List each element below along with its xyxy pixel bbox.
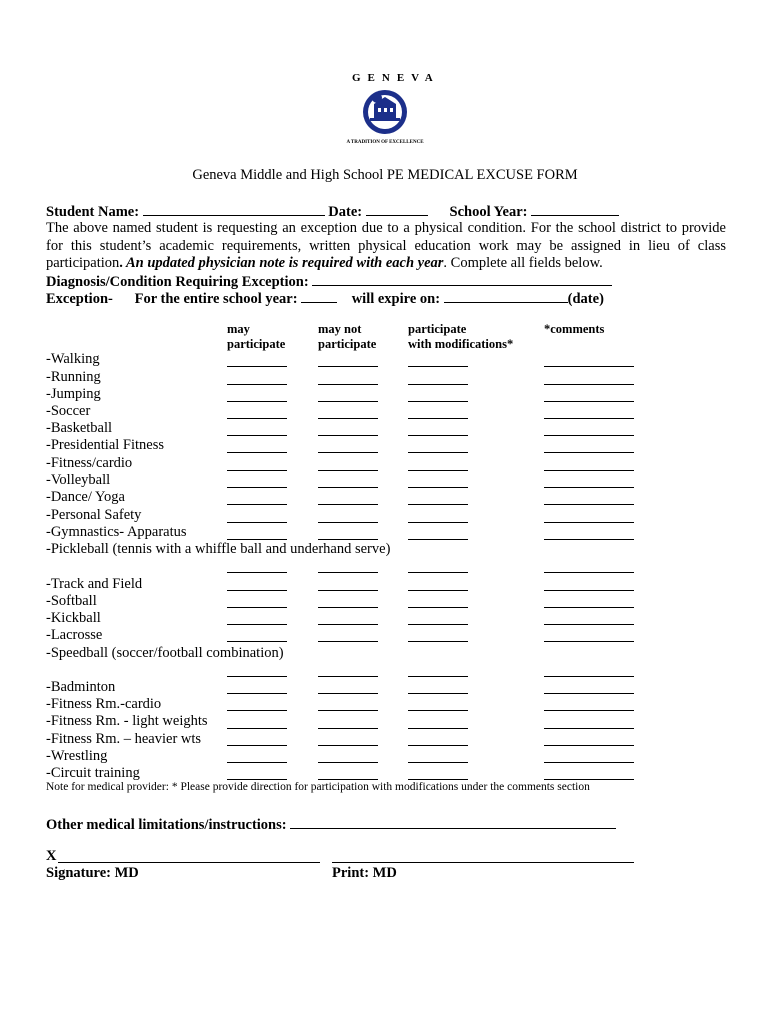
activity-label: -Fitness/cardio <box>46 455 133 471</box>
intro-text: The above named student is requesting an exception due to a physical condition. For the school district to provide for this student’s academic requirements, written physical education work may be assigned in lieu of class participation <box>46 220 726 271</box>
comments-field[interactable] <box>544 452 634 453</box>
col-may-not-participate <box>318 322 376 352</box>
modifications-field[interactable] <box>408 676 468 677</box>
modifications-field[interactable] <box>408 435 468 436</box>
comments-field[interactable] <box>544 522 634 523</box>
form-title: Geneva Middle and High School PE MEDICAL EXCUSE FORM <box>192 167 578 183</box>
may-not-participate-field[interactable] <box>318 607 378 608</box>
activity-label: -Personal Safety <box>46 507 142 523</box>
comments-field[interactable] <box>544 401 634 402</box>
modifications-field[interactable] <box>408 470 468 471</box>
print-label: Print: MD <box>332 865 397 881</box>
activity-label: -Fitness Rm. – heavier wts <box>46 731 202 747</box>
other-limitations-line <box>46 815 616 834</box>
comments-field[interactable] <box>544 745 634 746</box>
logo-text-top: GENEVA <box>352 72 440 84</box>
may-participate-field[interactable] <box>227 384 287 385</box>
may-participate-field[interactable] <box>227 762 287 763</box>
col-may-not-line2: participate <box>318 337 377 351</box>
comments-field[interactable] <box>544 539 634 540</box>
may-not-participate-field[interactable] <box>318 470 378 471</box>
expire-label: will expire on: <box>351 291 441 307</box>
diagnosis-label: Diagnosis/Condition Requiring Exception: <box>46 274 309 290</box>
intro-dot: . <box>119 255 123 271</box>
comments-field[interactable] <box>544 641 634 642</box>
may-not-participate-field[interactable] <box>318 779 378 780</box>
col-may-not-line1: may not <box>318 322 362 336</box>
exception-label: Exception- <box>46 291 113 307</box>
modifications-field[interactable] <box>408 504 468 505</box>
modifications-field[interactable] <box>408 366 468 367</box>
modifications-field[interactable] <box>408 572 468 573</box>
other-limitations-field[interactable] <box>290 815 616 829</box>
comments-field[interactable] <box>544 710 634 711</box>
modifications-field[interactable] <box>408 418 468 419</box>
comments-field[interactable] <box>544 470 634 471</box>
expire-date-field[interactable] <box>444 289 568 303</box>
activity-label: -Pickleball (tennis with a whiffle ball and underhand serve) <box>46 541 391 557</box>
may-participate-field[interactable] <box>227 572 287 573</box>
entire-year-label: For the entire school year: <box>134 291 298 307</box>
modifications-field[interactable] <box>408 779 468 780</box>
other-limitations-label: Other medical limitations/instructions: <box>46 817 287 833</box>
comments-field[interactable] <box>544 366 634 367</box>
may-not-participate-field[interactable] <box>318 539 378 540</box>
modifications-field[interactable] <box>408 384 468 385</box>
activity-label: -Dance/ Yoga <box>46 489 125 505</box>
comments-field[interactable] <box>544 487 634 488</box>
may-not-participate-field[interactable] <box>318 676 378 677</box>
may-participate-field[interactable] <box>227 641 287 642</box>
school-year-label: School Year: <box>449 204 528 220</box>
may-not-participate-field[interactable] <box>318 710 378 711</box>
signature-field[interactable] <box>58 862 320 863</box>
activity-label: -Fitness Rm.-cardio <box>46 696 162 712</box>
modifications-field[interactable] <box>408 607 468 608</box>
col-with-modifications <box>408 322 513 352</box>
may-participate-field[interactable] <box>227 470 287 471</box>
may-not-participate-field[interactable] <box>318 728 378 729</box>
activity-label: -Circuit training <box>46 765 140 781</box>
activity-label: -Soccer <box>46 403 91 419</box>
print-name-field[interactable] <box>332 862 634 863</box>
date-label: Date: <box>328 204 363 220</box>
col-may-participate <box>227 322 285 352</box>
comments-field[interactable] <box>544 418 634 419</box>
may-not-participate-field[interactable] <box>318 401 378 402</box>
comments-field[interactable] <box>544 676 634 677</box>
may-participate-field[interactable] <box>227 452 287 453</box>
activity-label: -Softball <box>46 593 97 609</box>
may-participate-field[interactable] <box>227 366 287 367</box>
physician-note-emphasis: An updated physician note is required with each year <box>122 255 444 271</box>
col-comments-label: *comments <box>544 322 605 336</box>
may-participate-field[interactable] <box>227 607 287 608</box>
modifications-field[interactable] <box>408 745 468 746</box>
modifications-field[interactable] <box>408 710 468 711</box>
activity-label: -Gymnastics- Apparatus <box>46 524 187 540</box>
may-not-participate-field[interactable] <box>318 522 378 523</box>
may-participate-field[interactable] <box>227 676 287 677</box>
may-not-participate-field[interactable] <box>318 762 378 763</box>
student-name-label: Student Name: <box>46 204 140 220</box>
student-name-field[interactable] <box>143 202 325 216</box>
signature-x: X <box>46 848 57 864</box>
modifications-field[interactable] <box>408 487 468 488</box>
comments-field[interactable] <box>544 762 634 763</box>
comments-field[interactable] <box>544 435 634 436</box>
logo-text-bottom: A TRADITION OF EXCELLENCE <box>346 140 424 145</box>
may-participate-field[interactable] <box>227 710 287 711</box>
may-participate-field[interactable] <box>227 522 287 523</box>
modifications-field[interactable] <box>408 693 468 694</box>
may-not-participate-field[interactable] <box>318 590 378 591</box>
activity-label: -Presidential Fitness <box>46 437 165 453</box>
school-year-field[interactable] <box>531 202 619 216</box>
may-not-participate-field[interactable] <box>318 418 378 419</box>
geneva-logo <box>330 70 440 160</box>
activity-label: -Basketball <box>46 420 113 436</box>
may-not-participate-field[interactable] <box>318 693 378 694</box>
activity-label: -Badminton <box>46 679 116 695</box>
intro-tail: . Complete all fields below. <box>443 255 603 271</box>
entire-year-field[interactable] <box>301 289 337 303</box>
col-may-line1: may <box>227 322 250 336</box>
comments-field[interactable] <box>544 779 634 780</box>
modifications-field[interactable] <box>408 522 468 523</box>
modifications-field[interactable] <box>408 590 468 591</box>
may-not-participate-field[interactable] <box>318 504 378 505</box>
may-participate-field[interactable] <box>227 504 287 505</box>
activity-label: -Wrestling <box>46 748 108 764</box>
comments-field[interactable] <box>544 728 634 729</box>
col-mod-line1: participate <box>408 322 467 336</box>
may-participate-field[interactable] <box>227 624 287 625</box>
may-participate-field[interactable] <box>227 435 287 436</box>
may-not-participate-field[interactable] <box>318 641 378 642</box>
may-participate-field[interactable] <box>227 418 287 419</box>
col-mod-line2: with modifications* <box>408 337 514 351</box>
activity-label: -Speedball (soccer/football combination) <box>46 645 284 661</box>
may-not-participate-field[interactable] <box>318 487 378 488</box>
may-participate-field[interactable] <box>227 401 287 402</box>
date-suffix: (date) <box>567 291 604 307</box>
modifications-field[interactable] <box>408 539 468 540</box>
comments-field[interactable] <box>544 572 634 573</box>
comments-field[interactable] <box>544 384 634 385</box>
diagnosis-field[interactable] <box>312 272 612 286</box>
may-not-participate-field[interactable] <box>318 435 378 436</box>
intro-paragraph <box>46 220 726 273</box>
may-not-participate-field[interactable] <box>318 572 378 573</box>
may-participate-field[interactable] <box>227 693 287 694</box>
modifications-field[interactable] <box>408 452 468 453</box>
activity-label: -Fitness Rm. - light weights <box>46 713 208 729</box>
may-participate-field[interactable] <box>227 487 287 488</box>
col-may-line2: participate <box>227 337 286 351</box>
medical-provider-note: Note for medical provider: * Please provide direction for participation with modifications under the comments section <box>46 781 590 793</box>
comments-field[interactable] <box>544 693 634 694</box>
activity-label: -Walking <box>46 351 100 367</box>
may-not-participate-field[interactable] <box>318 452 378 453</box>
modifications-field[interactable] <box>408 641 468 642</box>
may-not-participate-field[interactable] <box>318 624 378 625</box>
comments-field[interactable] <box>544 504 634 505</box>
comments-field[interactable] <box>544 590 634 591</box>
activity-label: -Kickball <box>46 610 101 626</box>
may-participate-field[interactable] <box>227 779 287 780</box>
comments-field[interactable] <box>544 624 634 625</box>
may-participate-field[interactable] <box>227 728 287 729</box>
activity-label: -Jumping <box>46 386 101 402</box>
comments-field[interactable] <box>544 607 634 608</box>
activity-label: -Track and Field <box>46 576 143 592</box>
col-comments <box>544 322 604 337</box>
modifications-field[interactable] <box>408 728 468 729</box>
may-not-participate-field[interactable] <box>318 745 378 746</box>
exception-line <box>46 289 604 308</box>
activity-label: -Volleyball <box>46 472 111 488</box>
modifications-field[interactable] <box>408 762 468 763</box>
may-not-participate-field[interactable] <box>318 384 378 385</box>
may-participate-field[interactable] <box>227 590 287 591</box>
may-participate-field[interactable] <box>227 745 287 746</box>
activity-label: -Running <box>46 369 101 385</box>
date-field[interactable] <box>366 202 428 216</box>
may-participate-field[interactable] <box>227 539 287 540</box>
signature-label: Signature: MD <box>46 865 139 881</box>
activity-label: -Lacrosse <box>46 627 103 643</box>
student-info-line <box>46 202 619 221</box>
may-not-participate-field[interactable] <box>318 366 378 367</box>
modifications-field[interactable] <box>408 624 468 625</box>
modifications-field[interactable] <box>408 401 468 402</box>
